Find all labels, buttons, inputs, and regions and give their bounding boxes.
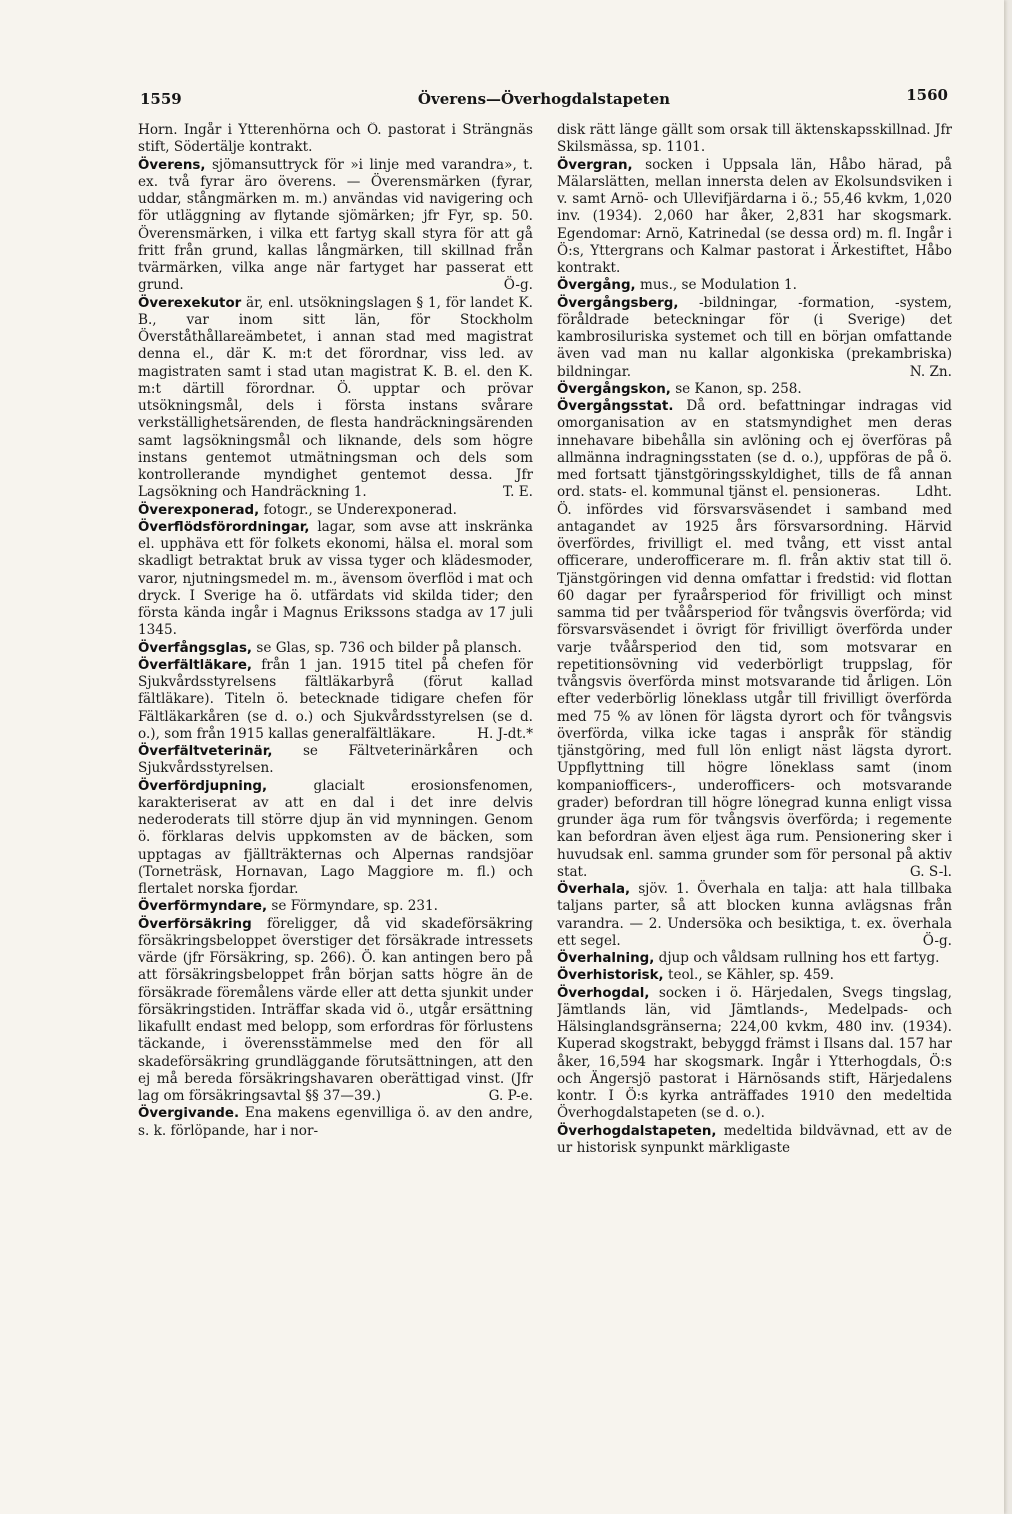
dictionary-entry xyxy=(557,381,952,398)
entry-headword: Överhogdalstapeten, xyxy=(557,1123,717,1139)
entry-headword: Överexekutor xyxy=(138,295,242,311)
dictionary-entry xyxy=(557,398,952,502)
dictionary-entry xyxy=(138,519,533,640)
dictionary-entry xyxy=(557,985,952,1123)
dictionary-entry xyxy=(557,295,952,381)
entry-headword: Överens, xyxy=(138,157,206,173)
author-signature: Ö-g. xyxy=(503,277,533,294)
entry-text: Då ord. befattningar indragas vid omorganisation av en statsmyndighet men deras innehavare bibehålla sin avlöning och ej överföras på allmänna indragningsstaten (se d. o.), uppföras de på ö. med fortsatt tjänstgöringsskyldighet, tills de få annan ord. stats- el. kommunal tjänst el. pensioneras. xyxy=(557,398,952,501)
entry-headword: Överförmyndare, xyxy=(138,899,268,915)
entry-headword: Överfördjupning, xyxy=(138,778,268,794)
entry-text: föreligger, då vid skadeförsäkring försäkringsbeloppet överstiger det försäkrade intressets värde (jfr Försäkring, sp. 266). Ö. kan antingen bero på att försäkringsbeloppet från början satts högre än de försäkrade föremålens värde eller att detta sjunkit under försäkringstiden. Inträffar skada vid ö., utgår ersättning likafullt endast med belopp, som erfordras för förlustens täckande, i överensstämmelse med den för all skadeförsäkring grundläggande förutsättningen, att den ej må bereda försäkringshavaren oberättigad vinst. (Jfr lag om försäkringsavtal §§ 37—39.) xyxy=(138,915,533,1104)
entry-headword: Överhala, xyxy=(557,882,631,897)
author-signature: N. Zn. xyxy=(909,363,952,380)
dictionary-entry xyxy=(557,881,952,950)
author-signature: Ldht. xyxy=(915,484,952,501)
entry-headword: Överfältveterinär, xyxy=(138,744,273,759)
dictionary-entry xyxy=(557,967,952,984)
entry-text: teol., se Kähler, sp. 459. xyxy=(667,967,834,984)
dictionary-entry xyxy=(138,743,533,778)
entry-headword: Överfältläkare, xyxy=(138,657,252,673)
entry-text: mus., se Modulation 1. xyxy=(639,277,797,294)
page-header xyxy=(140,86,948,114)
entry-text: är, enl. utsökningslagen § 1, för landet K. B., var inom sitt län, för Stockholm Överståthållareämbetet, i annan stad med magistrat denna el., där K. m:t det förordnar, viss led. av magistraten samt i stad utan magistrat K. B. el. den K. m:t därtill förordnar. Ö. upptar och prövar utsökningsmål, dels i första instans svårare verkställighetsärenden, de flesta handräckningsärenden samt lagsökningsmål och liknande, dels som högre instans gentemot utmätningsman och dels som kontrollerande myndighet gentemot dessa. Jfr Lagsökning och Handräckning 1. xyxy=(138,294,533,501)
entry-text: disk rätt länge gällt som orsak till äktenskapsskillnad. Jfr Skilsmässa, sp. 1101. xyxy=(557,122,952,156)
dictionary-entry xyxy=(557,277,952,294)
dictionary-entry xyxy=(138,122,533,157)
dictionary-entry xyxy=(138,778,533,899)
entry-text: fotogr., se Underexponerad. xyxy=(263,501,457,518)
dictionary-entry xyxy=(557,122,952,157)
entry-headword: Överhistorisk, xyxy=(557,968,664,984)
entry-text: Ö. infördes vid försvarsväsendet i samband med antagandet av 1925 års försvarsordning. Härvid överfördes, frivilligt el. med tvång, ett visst antal officerare, underofficerare m. fl. från aktiv stat till ö. Tjänstgöringen vid denna omfattar i fredstid: vid flottan 60 dagar per fyraårsperiod för frivilligt och minst samma tid per tvåårsperiod för tvångsvis överförda; vid försvarsväsendet i övrigt för frivilligt överförda under varje tvåårsperiod den tid, som motsvarar en repetitionsövning vid vederbörligt truppslag, för tvångsvis överförda minst motsvarande tid årligen. Lön efter vederbörlig löneklass utgår till frivilligt överförda med 75 % av lönen för lägsta dyrort och för tvångsvis överförda, vilka icke tagas i anspråk för ständig tjänstgöring, med full lön enligt näst lägsta dyrort. Uppflyttning till högre löneklass samt (inom kompaniofficers-, underofficers- och motsvarande grader) befordran till högre lönegrad kunna enligt vissa grunder äga rum för tvångsvis överförda; i regemente kan befordran även eljest äga rum. Pensionering sker i huvudsak enl. samma grunder som för personal på aktiv stat. xyxy=(557,501,952,880)
dictionary-entry xyxy=(138,640,533,657)
entry-headword: Överhalning, xyxy=(557,951,655,966)
entry-text: -bildningar, -formation, -system, föråldrade beteckningar för (i Sverige) det kambrosiluriska systemet och till en början omfattande även vad man nu kallar algonkiska (prekambriska) bildningar. xyxy=(557,294,952,380)
author-signature: H. J-dt.* xyxy=(477,725,533,742)
entry-headword: Överhogdal, xyxy=(557,985,650,1001)
entry-text: sjömansuttryck för »i linje med varandra», t. ex. två fyrar äro överens. — Överensmärken (fyrar, uddar, stångmärken m. m.) användas vid navigering och för utläggning av flytande sjömärken; jfr Fyr, sp. 50. Överensmärken, i vilka ett fartyg skall styra för att gå fritt från grund, kallas långmärken, till skillnad från tvärmärken, vilka ange när fartyget har passerat ett grund. xyxy=(138,156,533,294)
dictionary-entry xyxy=(557,502,952,882)
author-signature: G. P-e. xyxy=(488,1088,533,1104)
page-number-right: 1560 xyxy=(906,86,948,104)
dictionary-entry xyxy=(557,1123,952,1158)
entry-text: socken i ö. Härjedalen, Svegs tingslag, Jämtlands län, vid Jämtlands-, Medelpads- och Hälsinglandsgränserna; 224,00 kvkm, 480 inv. (1934). Kuperad skogstrakt, bebyggd främst i Ilsans dal. 157 har åker, 16,594 har skogsmark. Ingår i Ytterhogdals, Ö:s och Ängersjö pastorat i Härnösands stift, Härjedalens kontr. I Ö:s kyrka anträffades 1910 den medeltida Överhogdalstapeten (se d. o.). xyxy=(557,984,952,1122)
entry-text: Horn. Ingår i Ytterenhörna och Ö. pastorat i Strängnäs stift, Södertälje kontrakt. xyxy=(138,122,533,156)
dictionary-entry xyxy=(138,295,533,502)
entry-headword: Överförsäkring xyxy=(138,916,252,932)
entry-headword: Övergivande. xyxy=(138,1106,240,1122)
author-signature: Ö-g. xyxy=(922,932,952,949)
entry-text: lagar, som avse att inskränka el. upphäva ett för folkets ekonomi, hälsa el. moral som skadligt betraktat bruk av vissa tyger och klädesmoder, varor, njutningsmedel m. m., ävensom överflöd i mat och dryck. I Sverige ha ö. utfärdats vid skilda tider; den första kända ingår i Magnus Erikssons stadga av 17 juli 1345. xyxy=(138,518,533,639)
author-signature: G. S-l. xyxy=(909,863,952,880)
entry-text: glacialt erosionsfenomen, karakteriserat av att en dal i det inre delvis nederoderats till större djup än vid mynningen. Genom ö. förklaras delvis uppkomsten av de bäcken, som upptagas av fjällträkternas och Alpernas randsjöar (Torneträsk, Hornavan, Lago Maggiore m. fl.) och flertalet norska fjordar. xyxy=(138,777,533,897)
entry-headword: Övergångskon, xyxy=(557,381,671,397)
dictionary-entry xyxy=(138,898,533,915)
entry-headword: Överflödsförordningar, xyxy=(138,519,310,535)
entry-text: medeltida bildvävnad, ett av de ur historisk synpunkt märkligaste xyxy=(557,1122,952,1156)
entry-text: från 1 jan. 1915 titel på chefen för Sjukvårdsstyrelsens fältläkarbyrå (förut kallad fältläkare). Titeln ö. betecknade tidigare chefen för Fältläkarkåren (se d. o.) och Sjukvårdsstyrelsen (se d. o.), som från 1915 kallas generalfältläkare. xyxy=(138,656,533,742)
entry-headword: Överfångsglas, xyxy=(138,640,253,656)
entry-text: Ena makens egenvilliga ö. av den andre, s. k. förlöpande, har i nor- xyxy=(138,1105,533,1139)
dictionary-entry xyxy=(138,502,533,519)
left-column xyxy=(138,122,533,1402)
right-column xyxy=(557,122,952,1402)
entry-text: djup och våldsam rullning hos ett fartyg. xyxy=(658,950,940,966)
dictionary-entry xyxy=(138,657,533,743)
entry-headword: Övergång, xyxy=(557,278,636,294)
entry-text: se Förmyndare, sp. 231. xyxy=(271,898,438,915)
author-signature: T. E. xyxy=(503,484,533,501)
page-number-left: 1559 xyxy=(140,90,182,108)
entry-text: socken i Uppsala län, Håbo härad, på Mälarslätten, mellan innersta delen av Ekolsundsviken i v. samt Arnö- och Ullevifjärdarna i ö.; 55,46 kvkm, 1,020 inv. (1934). 2,060 har åker, 2,831 har skogsmark. Egendomar: Arnö, Katrinedal (se dessa ord) m. fl. Ingår i Ö:s, Yttergrans och Kalmar pastorat i Ärkestiftet, Håbo kontrakt. xyxy=(557,156,952,276)
entry-text: se Glas, sp. 736 och bilder på plansch. xyxy=(256,639,522,656)
dictionary-entry xyxy=(138,1105,533,1140)
dictionary-entry xyxy=(138,157,533,295)
dictionary-entry xyxy=(557,950,952,967)
entry-headword: Övergångsberg, xyxy=(557,295,679,311)
entry-text: se Kanon, sp. 258. xyxy=(675,380,802,397)
entry-headword: Överexponerad, xyxy=(138,502,260,518)
entry-text: se Fältveterinärkåren och Sjukvårdsstyrelsen. xyxy=(138,743,533,777)
running-title: Överens—Överhogdalstapeten xyxy=(417,90,671,108)
entry-text: sjöv. 1. Överhala en talja: att hala tillbaka taljans parter, så att blocken kunna avlägsnas från varandra. — 2. Undersöka och besiktiga, t. ex. överhala ett segel. xyxy=(557,881,952,949)
entry-headword: Övergran, xyxy=(557,157,633,173)
entry-headword: Övergångsstat. xyxy=(557,399,674,414)
dictionary-entry xyxy=(557,157,952,278)
dictionary-entry xyxy=(138,916,533,1106)
